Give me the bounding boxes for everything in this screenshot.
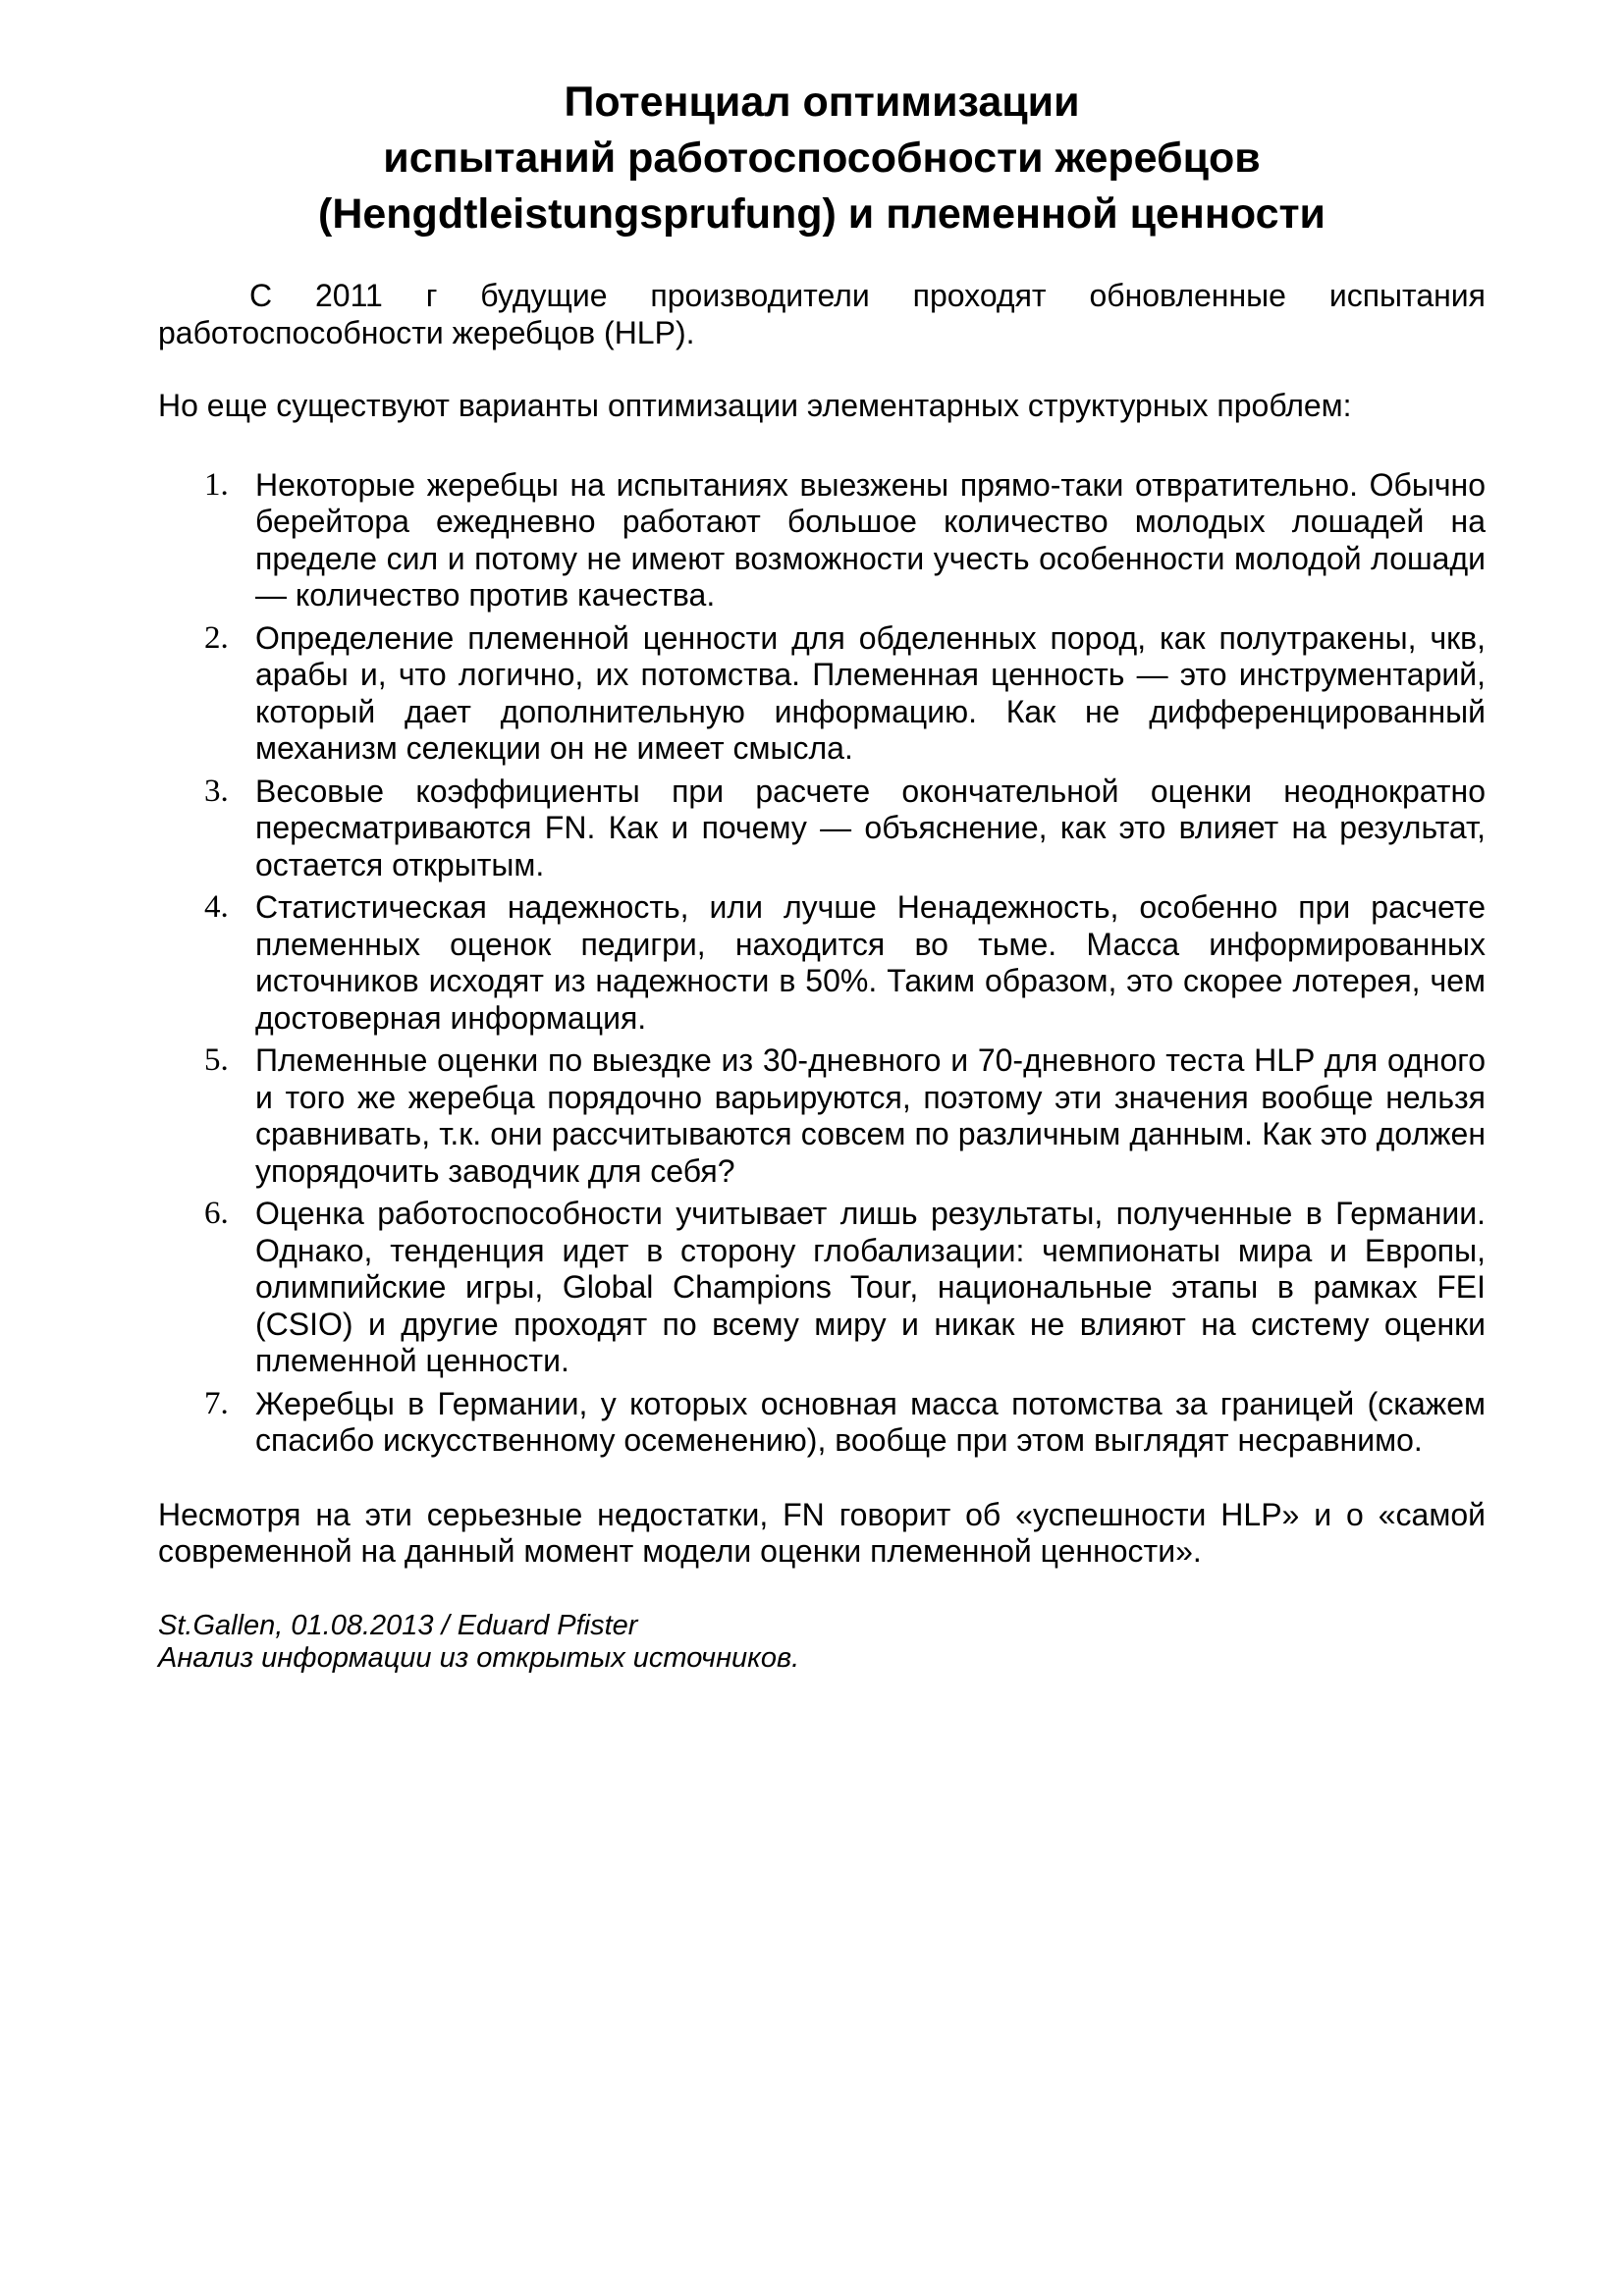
footer-signature: St.Gallen, 01.08.2013 / Eduard Pfister <box>158 1609 638 1641</box>
list-item <box>158 774 1486 884</box>
footer <box>158 1610 1486 1675</box>
list-item <box>158 1196 1486 1380</box>
list-item <box>158 889 1486 1037</box>
list-item-number: 6. <box>204 1196 229 1231</box>
list-item-text: Статистическая надежность, или лучше Ненадежность, особенно при расчете племенных оценок педигри, находится во тьме. Масса информированных источников исходят из надежности в 50%. Таким образом, это скорее лотерея, чем достоверная информация. <box>255 889 1486 1036</box>
title-line-1: Потенциал оптимизации <box>564 79 1080 126</box>
list-item-number: 4. <box>204 889 229 925</box>
issues-list <box>158 467 1486 1460</box>
intro-paragraph: С 2011 г будущие производители проходят обновленные испытания работоспособности жеребцов (HLP). <box>158 278 1486 350</box>
list-item-text: Весовые коэффициенты при расчете окончательной оценки неоднократно пересматриваются FN. Как и почему — объяснение, как это влияет на результат, остается открытым. <box>255 773 1486 882</box>
title-line-3: (Hengdtleistungsprufung) и племенной ценности <box>318 190 1325 238</box>
list-item <box>158 467 1486 614</box>
list-item-number: 7. <box>204 1385 229 1421</box>
list-item-text: Оценка работоспособности учитывает лишь результаты, полученные в Германии. Однако, тенденция идет в сторону глобализации: чемпионаты мира и Европы, олимпийские игры, Global Champions Tour, национальные этапы в рамках FEI (CSIO) и другие проходят по всему миру и никак не влияют на систему оценки племенной ценности. <box>255 1196 1486 1378</box>
list-item-text: Некоторые жеребцы на испытаниях выезжены прямо-таки отвратительно. Обычно берейтора ежедневно работают большое количество молодых лошадей на пределе сил и потому не имеют возможности учесть особенности молодой лошади — количество против качества. <box>255 466 1486 613</box>
title-line-2: испытаний работоспособности жеребцов <box>383 134 1261 182</box>
list-item-number: 2. <box>204 619 229 656</box>
lead-paragraph: Но еще существуют варианты оптимизации элементарных структурных проблем: <box>158 388 1352 423</box>
list-item <box>158 620 1486 768</box>
list-item <box>158 1386 1486 1460</box>
list-item-text: Жеребцы в Германии, у которых основная масса потомства за границей (скажем спасибо искусственному осеменению), вообще при этом выглядят несравнимо. <box>255 1385 1486 1458</box>
list-item-number: 5. <box>204 1042 229 1078</box>
footer-note: Анализ информации из открытых источников. <box>158 1641 800 1674</box>
page-title <box>158 75 1486 242</box>
list-item-number: 1. <box>204 466 229 503</box>
closing-paragraph: Несмотря на эти серьезные недостатки, FN говорит об «успешности HLP» и о «самой современной на данный момент модели оценки племенной ценности». <box>158 1496 1486 1569</box>
list-item-text: Определение племенной ценности для обделенных пород, как полутракены, чкв, арабы и, что логично, их потомства. Племенная ценность — это инструментарий, который дает дополнительную информацию. Как не дифференцированный механизм селекции он не имеет смысла. <box>255 619 1486 766</box>
list-item-number: 3. <box>204 773 229 809</box>
list-item-text: Племенные оценки по выездке из 30-дневного и 70-дневного теста HLP для одного и того же жеребца порядочно варьируются, поэтому эти значения вообще нельзя сравнивать, т.к. они рассчитываются совсем по различным данным. Как это должен упорядочить заводчик для себя? <box>255 1042 1486 1189</box>
list-item <box>158 1042 1486 1190</box>
